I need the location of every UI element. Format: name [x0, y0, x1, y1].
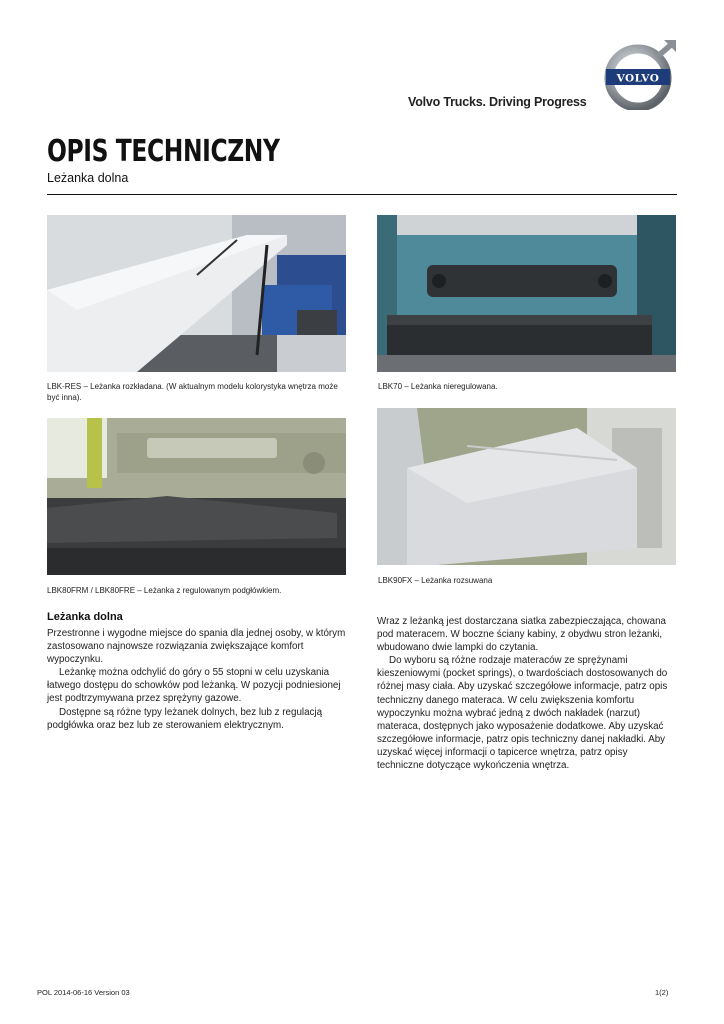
page-number: 1(2)	[655, 988, 669, 997]
footer-version: POL 2014-06-16 Version 03	[37, 988, 130, 997]
page-subtitle: Leżanka dolna	[47, 171, 129, 185]
photo-lbk70	[377, 215, 676, 372]
paragraph: Dostępne są różne typy leżanek dolnych, bez lub z regulacją podgłówka oraz bez lub ze sterowaniem elektrycznym.	[47, 706, 323, 731]
brand-tagline: Volvo Trucks. Driving Progress	[408, 95, 587, 109]
svg-text:VOLVO: VOLVO	[616, 72, 660, 85]
volvo-logo	[604, 40, 676, 110]
section-heading: Leżanka dolna	[47, 611, 123, 623]
right-column	[377, 615, 675, 772]
photo-lbk80	[47, 418, 346, 575]
left-column	[47, 627, 347, 732]
paragraph: Wraz z leżanką jest dostarczana siatka zabezpieczająca, chowana pod materacem. W boczne ściany kabiny, z obydwu stron leżanki, wbudowano dwie lampki do czytania.	[377, 616, 666, 654]
paragraph: Leżankę można odchylić do góry o 55 stopni w celu uzyskania łatwego dostępu do schowków pod leżanką. W pozycji podniesionej jest podtrzymywana przez sprężyny gazowe.	[47, 667, 341, 705]
paragraph: Przestronne i wygodne miejsce do spania dla jednej osoby, w którym zastosowano najnowsze rozwiązania zwiększające komfort wypoczynku.	[47, 628, 346, 666]
paragraph: Do wyboru są różne rodzaje materaców ze sprężynami kieszeniowymi (pocket springs), o twardościach dostosowanych do różnej masy ciała. Aby uzyskać szczegółowe informacje, patrz opis techniczny danego materaca. W celu zwiększenia komfortu wypoczynku można wybrać jedną z dwóch nakładek (narzut) materaca, dostępnych jako wyposażenie dodatkowe. Aby uzyskać szczegółowe informacje, patrz opis techniczny danej nakładki. Aby uzyskać więcej informacji o tapicerce wnętrza, patrz opisy techniczne dotyczące wykończenia wnętrza.	[377, 655, 668, 772]
photo-caption: LBK90FX – Leżanka rozsuwana	[378, 576, 493, 585]
header-divider	[47, 194, 677, 195]
photo-caption: LBK80FRM / LBK80FRE – Leżanka z regulowanym podgłówkiem.	[47, 586, 282, 595]
photo-lbk90fx	[377, 408, 676, 565]
photo-caption: LBK-RES – Leżanka rozkładana. (W aktualnym modelu kolorystyka wnętrza może być inna).	[47, 382, 338, 402]
page-title: OPIS TECHNICZNY	[47, 134, 280, 169]
photo-lbk-res	[47, 215, 346, 372]
photo-caption: LBK70 – Leżanka nieregulowana.	[378, 382, 498, 391]
